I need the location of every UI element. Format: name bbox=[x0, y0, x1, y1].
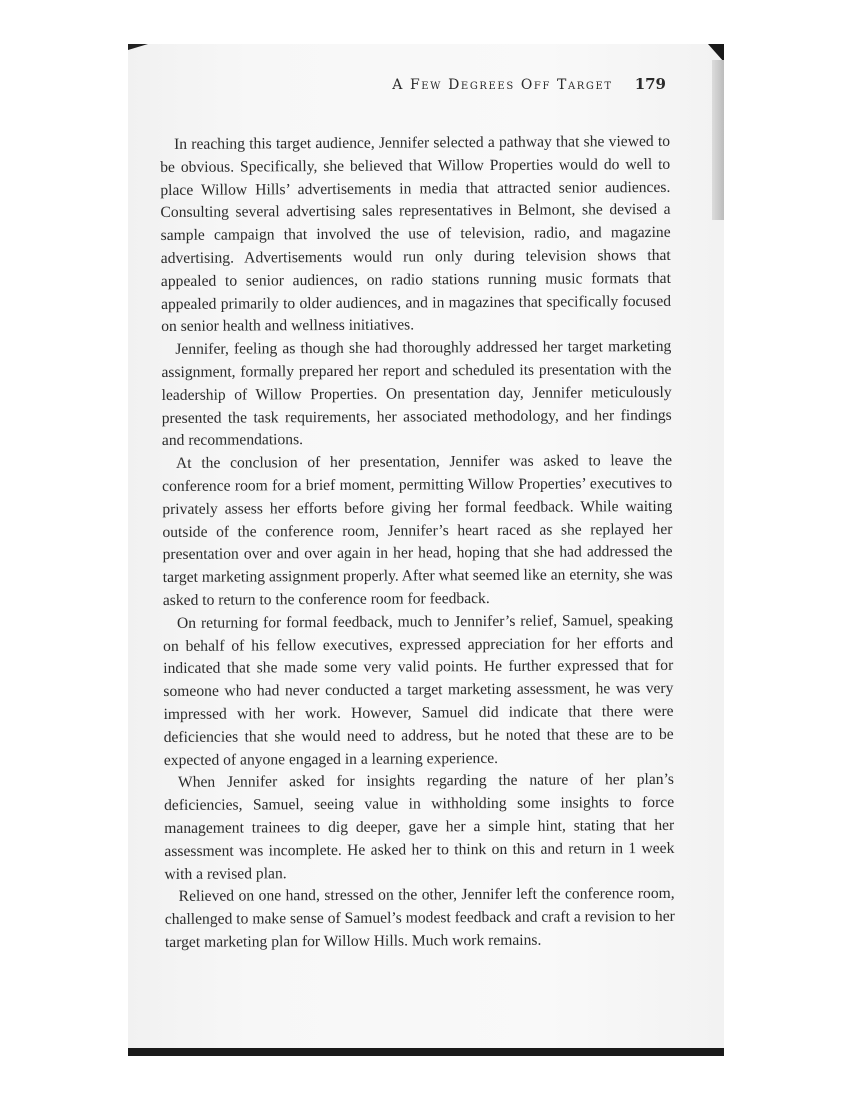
page-number: 179 bbox=[634, 75, 666, 93]
paragraph: When Jennifer asked for insights regarding the nature of her plan’s deficiencies, Samuel, seeing value in withholding some insights to force management trainees to dig deeper, gave her a simple hint, stating that her assessment was incomplete. He asked her to think on this and return in 1 week with a revised plan. bbox=[164, 771, 675, 883]
page-edge-shadow bbox=[712, 60, 724, 220]
scan-bottom-edge bbox=[128, 1048, 724, 1056]
paragraph: Relieved on one hand, stressed on the other, Jennifer left the conference room, challenged to make sense of Samuel’s modest feedback and craft a revision to her target marketing plan for Willow Hills. Much work remains. bbox=[164, 885, 675, 951]
page-corner-shadow bbox=[128, 44, 148, 50]
paragraph: At the conclusion of her presentation, Jennifer was asked to leave the conference room for a brief moment, permitting Willow Properties’ executives to privately assess her efforts before giving her formal feedback. While waiting outside of the conference room, Jennifer’s heart raced as she replayed her presentation over and over again in her head, hoping that she had addressed the target marketing assignment properly. After what seemed like an eternity, she was asked to return to the conference room for feedback. bbox=[162, 452, 673, 609]
paragraph: Jennifer, feeling as though she had thoroughly addressed her target marketing assignment, formally prepared her report and scheduled its presentation with the leadership of Willow Properties. On presentation day, Jennifer meticulously presented the task requirements, her associated methodology, and her findings and recommendations. bbox=[161, 338, 672, 450]
running-head bbox=[300, 74, 666, 93]
paragraph: On returning for formal feedback, much to Jennifer’s relief, Samuel, speaking on behalf of his fellow executives, expressed appreciation for her efforts and indicated that she made some very valid points. He further expressed that for someone who had never conducted a target marketing assessment, he was very impressed with her work. However, Samuel did indicate that there were deficiencies that she would need to address, but he noted that these are to be expected of anyone engaged in a learning experience. bbox=[163, 611, 674, 769]
running-title: A Few Degrees Off Target bbox=[392, 77, 613, 93]
body-text bbox=[160, 131, 675, 955]
paragraph: In reaching this target audience, Jennifer selected a pathway that she viewed to be obvious. Specifically, she believed that Willow Properties would do well to place Willow Hills’ advertisements in media that attracted senior audiences. Consulting several advertising sales representatives in Belmont, she devised a sample campaign that involved the use of television, radio, and magazine advertising. Advertisements would run only during television shows that appealed to senior audiences, on radio stations running music formats that appealed primarily to older audiences, and in magazines that specifically focused on senior health and wellness initiatives. bbox=[160, 132, 672, 336]
